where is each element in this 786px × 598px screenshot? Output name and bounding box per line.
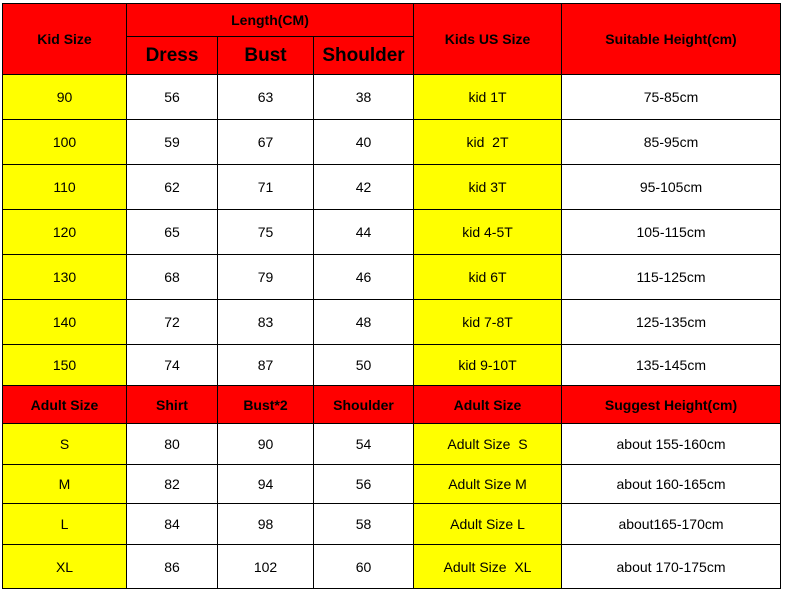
suggest-height-cell: about 160-165cm [562, 465, 781, 504]
height-cell: 105-115cm [562, 210, 781, 255]
shoulder-cell: 58 [314, 504, 414, 545]
height-cell: 115-125cm [562, 255, 781, 300]
bust-header: Bust [218, 37, 314, 75]
shoulder-cell: 60 [314, 545, 414, 589]
dress-cell: 65 [127, 210, 218, 255]
adult-size-label-cell: Adult Size L [414, 504, 562, 545]
kid-size-cell: 150 [3, 345, 127, 386]
table-row [3, 345, 781, 386]
table-row [3, 545, 781, 589]
shoulder-cell: 56 [314, 465, 414, 504]
bust-cell: 71 [218, 165, 314, 210]
shoulder-cell: 42 [314, 165, 414, 210]
shoulder-cell: 54 [314, 424, 414, 465]
size-chart-container [2, 3, 781, 589]
bust-cell: 87 [218, 345, 314, 386]
bust-cell: 63 [218, 75, 314, 120]
kid-header-row [3, 4, 781, 37]
dress-cell: 59 [127, 120, 218, 165]
dress-cell: 74 [127, 345, 218, 386]
adult-size-cell: L [3, 504, 127, 545]
shirt-cell: 86 [127, 545, 218, 589]
dress-cell: 68 [127, 255, 218, 300]
height-cell: 95-105cm [562, 165, 781, 210]
us-size-cell: kid 3T [414, 165, 562, 210]
us-size-cell: kid 9-10T [414, 345, 562, 386]
table-row [3, 210, 781, 255]
shoulder-header: Shoulder [314, 37, 414, 75]
adult-size-cell: XL [3, 545, 127, 589]
bust-cell: 79 [218, 255, 314, 300]
table-row [3, 300, 781, 345]
shoulder-cell: 44 [314, 210, 414, 255]
adult-size-cell: M [3, 465, 127, 504]
bust-cell: 94 [218, 465, 314, 504]
bust-cell: 67 [218, 120, 314, 165]
table-row [3, 120, 781, 165]
height-cell: 125-135cm [562, 300, 781, 345]
table-row [3, 165, 781, 210]
adult-size-cell: S [3, 424, 127, 465]
suggest-height-cell: about165-170cm [562, 504, 781, 545]
adult-size-header: Adult Size [3, 386, 127, 424]
table-row [3, 465, 781, 504]
size-chart-table [2, 3, 781, 589]
table-row [3, 75, 781, 120]
shoulder-cell: 46 [314, 255, 414, 300]
table-row [3, 504, 781, 545]
bust-cell: 102 [218, 545, 314, 589]
bust-cell: 75 [218, 210, 314, 255]
bust-cell: 90 [218, 424, 314, 465]
dress-header: Dress [127, 37, 218, 75]
kid-size-cell: 90 [3, 75, 127, 120]
kid-size-header: Kid Size [3, 4, 127, 75]
height-cell: 135-145cm [562, 345, 781, 386]
shirt-cell: 84 [127, 504, 218, 545]
shoulder-cell: 38 [314, 75, 414, 120]
suggest-height-cell: about 170-175cm [562, 545, 781, 589]
adult-size-label-cell: Adult Size M [414, 465, 562, 504]
shoulder-cell: 48 [314, 300, 414, 345]
us-size-cell: kid 6T [414, 255, 562, 300]
dress-cell: 62 [127, 165, 218, 210]
table-row [3, 255, 781, 300]
adult-size-label-cell: Adult Size XL [414, 545, 562, 589]
adult-shoulder-header: Shoulder [314, 386, 414, 424]
suitable-height-header: Suitable Height(cm) [562, 4, 781, 75]
shirt-cell: 80 [127, 424, 218, 465]
us-size-cell: kid 7-8T [414, 300, 562, 345]
adult-header-row [3, 386, 781, 424]
height-cell: 85-95cm [562, 120, 781, 165]
dress-cell: 56 [127, 75, 218, 120]
shirt-cell: 82 [127, 465, 218, 504]
bust-cell: 98 [218, 504, 314, 545]
suggest-height-cell: about 155-160cm [562, 424, 781, 465]
height-cell: 75-85cm [562, 75, 781, 120]
length-header: Length(CM) [127, 4, 414, 37]
us-size-cell: kid 4-5T [414, 210, 562, 255]
adult-size-label-cell: Adult Size S [414, 424, 562, 465]
kid-size-cell: 110 [3, 165, 127, 210]
table-row [3, 424, 781, 465]
shirt-header: Shirt [127, 386, 218, 424]
kid-size-cell: 140 [3, 300, 127, 345]
us-size-cell: kid 2T [414, 120, 562, 165]
shoulder-cell: 50 [314, 345, 414, 386]
kid-size-cell: 130 [3, 255, 127, 300]
us-size-cell: kid 1T [414, 75, 562, 120]
bust-x2-header: Bust*2 [218, 386, 314, 424]
dress-cell: 72 [127, 300, 218, 345]
kid-size-cell: 120 [3, 210, 127, 255]
shoulder-cell: 40 [314, 120, 414, 165]
suggest-height-header: Suggest Height(cm) [562, 386, 781, 424]
kid-size-cell: 100 [3, 120, 127, 165]
kids-us-size-header: Kids US Size [414, 4, 562, 75]
bust-cell: 83 [218, 300, 314, 345]
adult-size-label-header: Adult Size [414, 386, 562, 424]
